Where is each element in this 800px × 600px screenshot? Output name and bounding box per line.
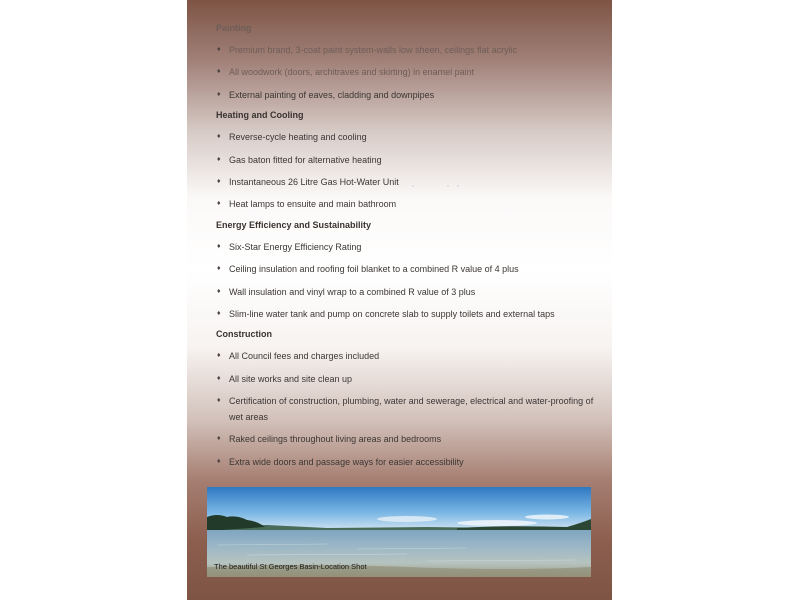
bullet-icon: ♦ [217, 177, 221, 185]
list-item-text: Ceiling insulation and roofing foil blanket to a combined R value of 4 plus [229, 264, 519, 275]
painting-list [216, 42, 596, 103]
list-item-text: Premium brand, 3-coat paint system-walls low sheen, ceilings flat acrylic [229, 45, 518, 55]
list-item [216, 393, 596, 425]
list-item-text: Six-Star Energy Efficiency Rating [229, 241, 362, 252]
bullet-icon: ♦ [217, 90, 221, 98]
list-item-text: Heat lamps to ensuite and main bathroom [229, 199, 397, 210]
bullet-icon: ♦ [217, 435, 221, 443]
bullet-icon: ♦ [217, 374, 221, 382]
list-item-text: Certification of construction, plumbing, water and sewerage, electrical and water-proofing of wet areas [229, 396, 594, 423]
photo-caption: The beautiful St Georges Basin-Location Shot [214, 562, 367, 571]
content [216, 22, 596, 476]
list-item [216, 454, 596, 470]
section-heading-construction: Construction [216, 329, 272, 340]
list-item [216, 239, 596, 255]
bullet-icon: ♦ [217, 287, 221, 295]
list-item-text: Instantaneous 26 Litre Gas Hot-Water Unit [229, 176, 399, 187]
section-heading-heating-cooling: Heating and Cooling [216, 110, 304, 121]
list-item [216, 348, 596, 364]
lake-panorama-photo [207, 487, 591, 577]
decorative-dots [412, 182, 462, 190]
list-item [216, 284, 596, 300]
heating-cooling-list [216, 129, 596, 212]
list-item-text: All Council fees and charges included [229, 351, 380, 362]
list-item-text: External painting of eaves, cladding and downpipes [229, 89, 435, 100]
energy-efficiency-list [216, 239, 596, 322]
list-item [216, 87, 596, 103]
list-item [216, 42, 596, 58]
list-item [216, 152, 596, 168]
bullet-icon: ♦ [217, 68, 221, 76]
bullet-icon: ♦ [217, 133, 221, 141]
list-item [216, 371, 596, 387]
section-heading-energy-efficiency: Energy Efficiency and Sustainability [216, 219, 372, 230]
list-item [216, 64, 596, 80]
bullet-icon: ♦ [217, 155, 221, 163]
list-item [216, 306, 596, 322]
construction-list [216, 348, 596, 470]
list-item-text: Slim-line water tank and pump on concrete slab to supply toilets and external taps [229, 308, 555, 319]
bullet-icon: ♦ [217, 457, 221, 465]
list-item-text: Wall insulation and vinyl wrap to a combined R value of 3 plus [229, 286, 476, 297]
list-item-text: Raked ceilings throughout living areas and bedrooms [229, 434, 442, 445]
bullet-icon: ♦ [217, 200, 221, 208]
list-item-text: All site works and site clean up [229, 373, 353, 384]
bullet-icon: ♦ [217, 309, 221, 317]
bullet-icon: ♦ [217, 46, 221, 53]
list-item-text: All woodwork (doors, architraves and skirting) in enamel paint [229, 67, 475, 78]
list-item-text: Gas baton fitted for alternative heating [229, 154, 382, 165]
document-page [187, 0, 612, 600]
list-item-text: Reverse-cycle heating and cooling [229, 132, 367, 143]
list-item [216, 431, 596, 447]
bullet-icon: ♦ [217, 265, 221, 273]
bullet-icon: ♦ [217, 352, 221, 360]
section-heading-painting: Painting [216, 23, 252, 33]
list-item [216, 261, 596, 277]
bullet-icon: ♦ [217, 242, 221, 250]
list-item-text: Extra wide doors and passage ways for easier accessibility [229, 456, 464, 467]
list-item [216, 174, 596, 190]
bullet-icon: ♦ [217, 397, 221, 405]
list-item [216, 196, 596, 212]
list-item [216, 129, 596, 145]
